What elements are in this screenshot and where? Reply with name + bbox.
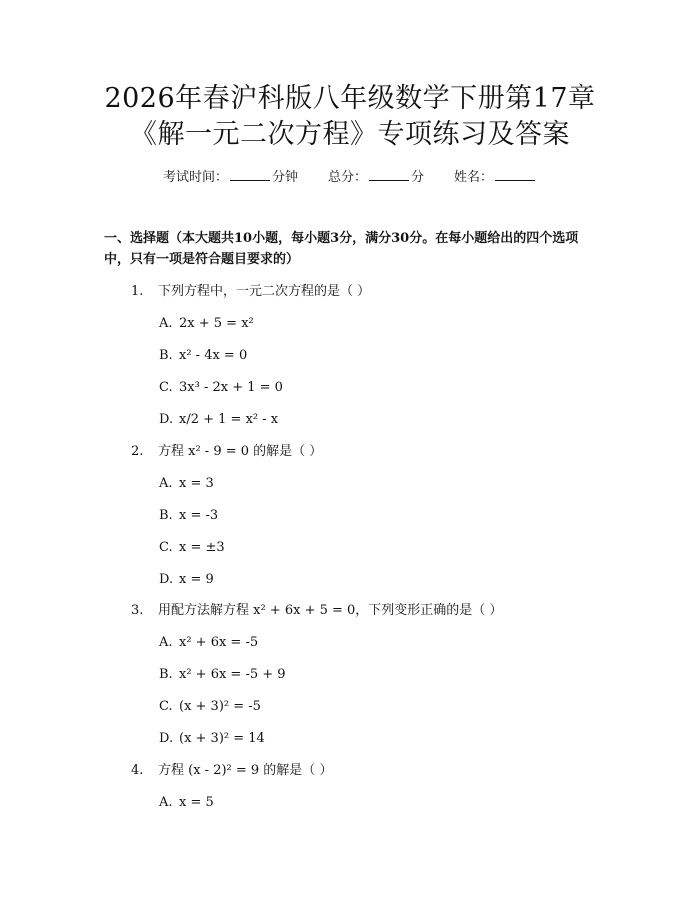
question-2 — [131, 442, 322, 462]
option-letter: C. — [159, 540, 173, 555]
option-text: x² + 6x = -5 — [179, 635, 259, 650]
question-4 — [131, 761, 332, 781]
document-title-line-2: 《解一元二次方程》专项练习及答案 — [130, 119, 570, 150]
exam-info-row — [0, 166, 700, 188]
question-2-option-b — [159, 506, 218, 526]
option-text: x/2 + 1 = x² - x — [179, 412, 279, 427]
total-score-unit: 分 — [411, 170, 425, 185]
option-letter: D. — [159, 572, 174, 587]
student-name-label: 姓名： — [454, 170, 494, 185]
option-text: 3x³ - 2x + 1 = 0 — [179, 380, 283, 395]
question-text: 用配方法解方程 x² + 6x + 5 = 0，下列变形正确的是（ ） — [158, 603, 503, 618]
question-text: 方程 (x - 2)² = 9 的解是（ ） — [158, 763, 333, 778]
question-1-option-d — [159, 410, 278, 430]
option-letter: B. — [159, 348, 173, 363]
question-3 — [131, 601, 502, 621]
option-text: x = 5 — [179, 795, 214, 810]
exam-time-unit: 分钟 — [271, 170, 298, 185]
option-letter: C. — [159, 380, 173, 395]
question-1-option-a — [159, 314, 254, 334]
question-number: 1. — [131, 284, 144, 299]
option-text: 2x + 5 = x² — [179, 316, 254, 331]
question-4-option-a — [159, 793, 214, 813]
option-letter: C. — [159, 699, 173, 714]
question-3-option-c — [159, 697, 261, 717]
document-title-line-1: 2026年春沪科版八年级数学下册第17章 — [104, 83, 596, 114]
option-letter: A. — [159, 316, 173, 331]
exam-time-label: 考试时间： — [162, 170, 228, 185]
option-text: x = ±3 — [179, 540, 225, 555]
option-letter: A. — [159, 795, 173, 810]
option-letter: B. — [159, 667, 173, 682]
option-letter: A. — [159, 635, 173, 650]
question-3-option-d — [159, 729, 265, 749]
question-number: 3. — [131, 603, 144, 618]
total-score-blank — [369, 166, 409, 181]
question-number: 4. — [131, 763, 144, 778]
question-2-option-a — [159, 474, 214, 494]
question-1-option-c — [159, 378, 283, 398]
question-1-option-b — [159, 346, 247, 366]
option-text: x = 3 — [179, 476, 214, 491]
exam-time-field — [163, 166, 298, 188]
option-letter: A. — [159, 476, 173, 491]
student-name-field — [454, 166, 537, 188]
option-text: (x + 3)² = -5 — [179, 699, 261, 714]
option-letter: D. — [159, 412, 174, 427]
question-1 — [131, 282, 370, 302]
question-2-option-c — [159, 538, 225, 558]
question-3-option-a — [159, 633, 258, 653]
option-text: x = 9 — [179, 572, 214, 587]
exam-time-blank — [230, 166, 270, 181]
option-letter: B. — [159, 508, 173, 523]
option-letter: D. — [159, 731, 174, 746]
option-text: x = -3 — [179, 508, 219, 523]
option-text: x² + 6x = -5 + 9 — [179, 667, 286, 682]
question-text: 下列方程中，一元二次方程的是（ ） — [158, 284, 371, 299]
option-text: (x + 3)² = 14 — [179, 731, 265, 746]
option-text: x² - 4x = 0 — [179, 348, 248, 363]
question-text: 方程 x² - 9 = 0 的解是（ ） — [158, 444, 323, 459]
section-heading-multiple-choice: 一、选择题（本大题共10小题，每小题3分，满分30分。在每小题给出的四个选项中，只有一项是符合题目要求的） — [104, 231, 579, 267]
question-3-option-b — [159, 665, 286, 685]
total-score-label: 总分： — [327, 170, 367, 185]
total-score-field — [328, 166, 424, 188]
student-name-blank — [495, 166, 535, 181]
question-number: 2. — [131, 444, 144, 459]
question-2-option-d — [159, 570, 214, 590]
